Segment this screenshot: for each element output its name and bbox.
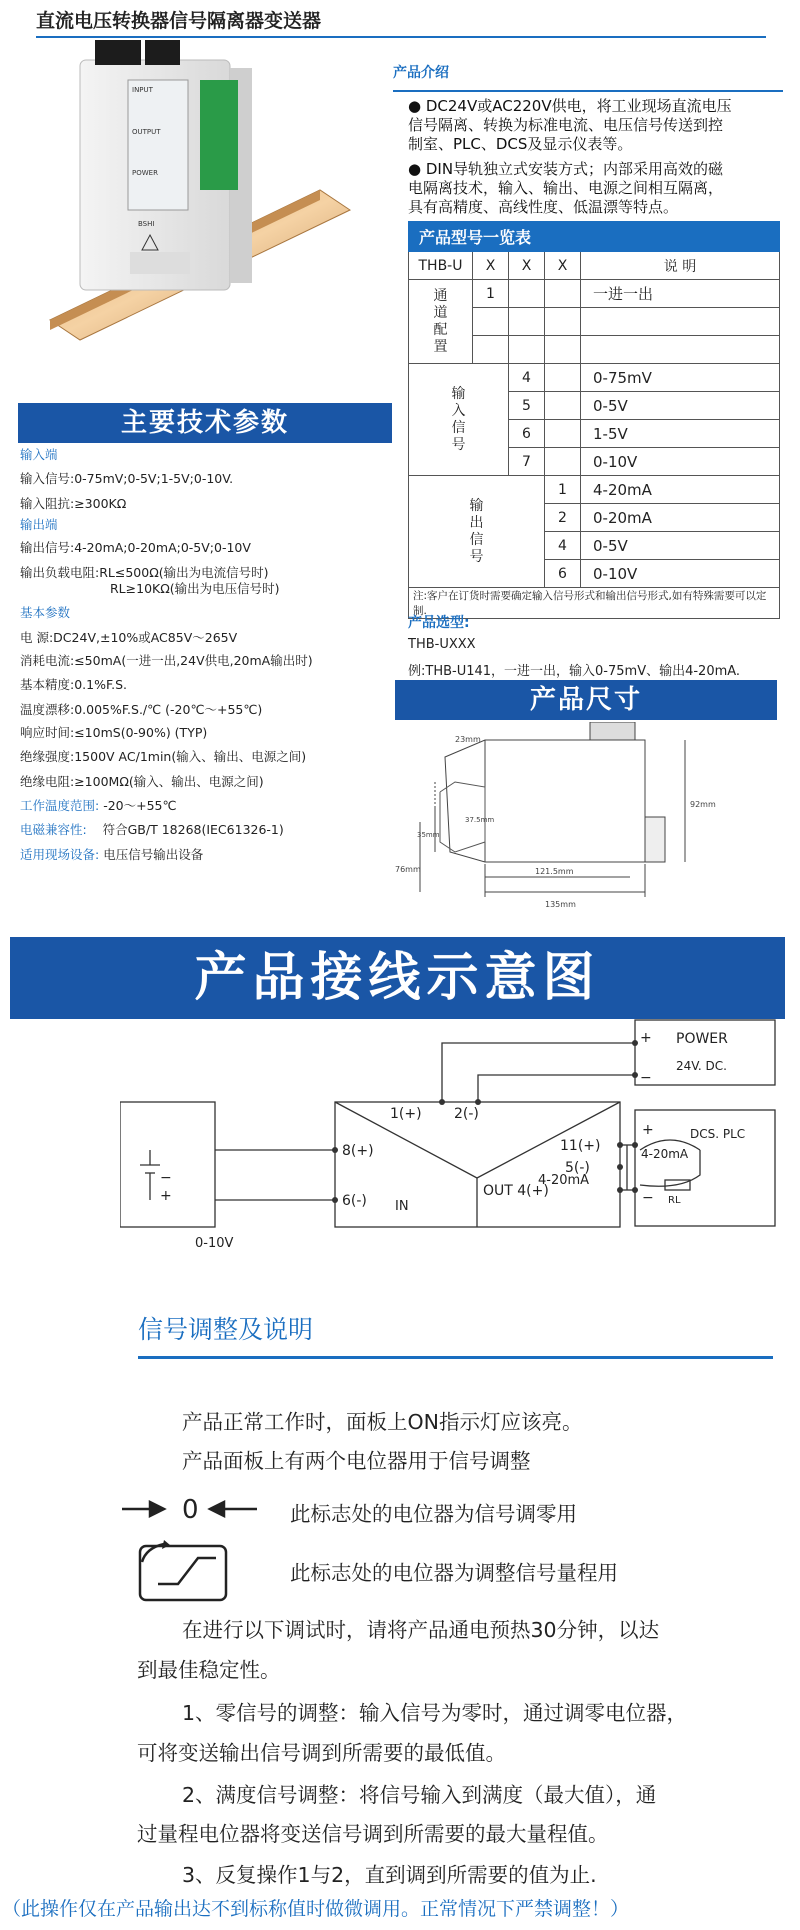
input-code: 5 xyxy=(509,392,545,420)
signal-p3-line1: 2、满度信号调整：将信号输入到满度（最大值），通 xyxy=(182,1783,657,1807)
x-col-3: X xyxy=(545,252,581,280)
photo-label-power: POWER xyxy=(132,169,158,177)
response-spec: 响应时间:≤10mS(0-90%) (TYP) xyxy=(20,725,208,740)
intro-para-1-line3: 制室、PLC、DCS及显示仪表等。 xyxy=(408,135,633,153)
input-code: 4 xyxy=(509,364,545,392)
input-desc: 1-5V xyxy=(581,420,780,448)
signal-p3-line2: 过量程电位器将变送信号调到所需要的最大量程值。 xyxy=(137,1822,609,1846)
selection-line-1: THB-UXXX xyxy=(408,637,476,652)
zero-adjust-icon xyxy=(122,1494,262,1524)
input-label: 输 入 信 号 xyxy=(409,364,509,476)
wire-power-volt: 24V. DC. xyxy=(676,1059,727,1073)
selection-label: 产品选型: xyxy=(408,615,470,631)
intro-label: 产品介绍 xyxy=(393,65,449,81)
emc: 电磁兼容性: 符合GB/T 18268(IEC61326-1) xyxy=(20,822,284,837)
input-section: 输入端 xyxy=(20,447,58,462)
signal-line-2: 产品面板上有两个电位器用于信号调整 xyxy=(182,1449,531,1473)
tech-title: 主要技术参数 xyxy=(18,403,392,443)
page-title: 直流电压转换器信号隔离器变送器 xyxy=(36,10,322,32)
input-impedance: 输入阻抗:≥300KΩ xyxy=(20,496,127,511)
photo-label-output: OUTPUT xyxy=(132,128,161,136)
wire-minus-power: − xyxy=(640,1070,652,1086)
wire-plus-power: + xyxy=(640,1030,652,1046)
output-code: 2 xyxy=(545,504,581,532)
output-signal: 输出信号:4-20mA;0-20mA;0-5V;0-10V xyxy=(20,540,251,555)
zero-symbol: 0 xyxy=(182,1495,199,1524)
wire-out-range: 4-20mA xyxy=(538,1173,590,1188)
output-desc: 0-10V xyxy=(581,560,780,588)
input-code: 7 xyxy=(509,448,545,476)
signal-p2-line2: 可将变送输出信号调到所需要的最低值。 xyxy=(137,1741,506,1765)
wiring-title: 产品接线示意图 xyxy=(10,937,785,1019)
signal-p4: 3、反复操作1与2，直到调到所需要的值为止. xyxy=(182,1863,597,1887)
zero-desc: 此标志处的电位器为信号调零用 xyxy=(290,1502,577,1526)
intro-para-2-line1: ● DIN导轨独立式安装方式；内部采用高效的磁 xyxy=(408,160,724,178)
x-col-2: X xyxy=(509,252,545,280)
channel-label: 通 道 配 置 xyxy=(409,280,473,364)
dim-23: 23mm xyxy=(455,735,481,744)
wire-loop: 4-20mA xyxy=(641,1147,689,1161)
input-desc: 0-5V xyxy=(581,392,780,420)
input-code: 6 xyxy=(509,420,545,448)
channel-desc: 一进一出 xyxy=(581,280,780,308)
wiring-diagram xyxy=(120,1010,790,1250)
model-table xyxy=(408,221,780,619)
wire-dcs-label: DCS. PLC xyxy=(690,1127,746,1141)
output-code: 1 xyxy=(545,476,581,504)
output-desc: 0-5V xyxy=(581,532,780,560)
wire-plus-dcs: + xyxy=(642,1122,654,1138)
input-desc: 0-10V xyxy=(581,448,780,476)
wire-t8: 8(+) xyxy=(342,1143,374,1159)
dim-37: 37.5mm xyxy=(465,816,495,824)
photo-label-input: INPUT xyxy=(132,86,153,94)
load-voltage: RL≥10KΩ(输出为电压信号时) xyxy=(110,581,280,596)
signal-divider xyxy=(138,1356,773,1359)
output-code: 4 xyxy=(545,532,581,560)
model-table-title: 产品型号一览表 xyxy=(409,222,780,252)
wire-t1: 1(+) xyxy=(390,1106,422,1122)
dim-135: 135mm xyxy=(545,900,576,909)
output-desc: 4-20mA xyxy=(581,476,780,504)
intro-para-2-line2: 电隔离技术，输入、输出、电源之间相互隔离， xyxy=(408,179,724,197)
dim-92: 92mm xyxy=(690,800,716,809)
wire-minus-in: − xyxy=(160,1170,172,1186)
dim-35: 35mm xyxy=(417,831,440,839)
wire-minus-dcs: − xyxy=(642,1190,654,1206)
consumption-spec: 消耗电流:≤50mA(一进一出,24V供电,20mA输出时) xyxy=(20,653,313,668)
table-note: 注:客户在订货时需要确定输入信号形式和输出信号形式,如有特殊需要可以定制. xyxy=(409,588,780,619)
wire-in-label: IN xyxy=(395,1199,409,1214)
output-desc: 0-20mA xyxy=(581,504,780,532)
span-adjust-icon xyxy=(138,1540,230,1602)
intro-para-2-line3: 具有高精度、高线性度、低温漂等特点。 xyxy=(408,198,679,216)
accuracy-spec: 基本精度:0.1%F.S. xyxy=(20,677,128,692)
wire-t11: 11(+) xyxy=(560,1138,601,1154)
wire-t6: 6(-) xyxy=(342,1193,367,1209)
output-label: 输 出 信 号 xyxy=(409,476,545,588)
signal-p1-line1: 在进行以下调试时，请将产品通电预热30分钟，以达 xyxy=(182,1618,660,1642)
basic-section: 基本参数 xyxy=(20,605,71,620)
intro-para-1-line2: 信号隔离、转换为标准电流、电压信号传送到控 xyxy=(408,116,724,134)
output-code: 6 xyxy=(545,560,581,588)
signal-p2-line1: 1、零信号的调整：输入信号为零时，通过调零电位器， xyxy=(182,1701,688,1725)
insulation-resistance: 绝缘电阻:≥100MΩ(输入、输出、电源之间) xyxy=(20,774,264,789)
drift-spec: 温度漂移:0.005%F.S./℃ (-20℃～+55℃) xyxy=(20,702,263,717)
output-section: 输出端 xyxy=(20,517,58,532)
intro-para-1-line1: ● DC24V或AC220V供电，将工业现场直流电压 xyxy=(408,97,732,115)
dim-121: 121.5mm xyxy=(535,867,574,876)
wire-power-label: POWER xyxy=(676,1031,728,1047)
wire-rl: RL xyxy=(668,1195,681,1206)
photo-logo: BSHI xyxy=(138,220,155,228)
dimension-drawing xyxy=(395,722,780,922)
size-title: 产品尺寸 xyxy=(395,680,777,720)
span-desc: 此标志处的电位器为调整信号量程用 xyxy=(290,1561,618,1585)
signal-p1-line2: 到最佳稳定性。 xyxy=(137,1658,281,1682)
input-desc: 0-75mV xyxy=(581,364,780,392)
header-divider xyxy=(36,36,766,38)
desc-col: 说 明 xyxy=(581,252,780,280)
power-spec: 电 源:DC24V,±10%或AC85V～265V xyxy=(20,630,238,645)
x-col-1: X xyxy=(473,252,509,280)
wire-plus-in: + xyxy=(160,1188,172,1204)
product-photo xyxy=(20,40,390,350)
wire-out4: OUT 4(+) xyxy=(483,1183,549,1199)
signal-title: 信号调整及说明 xyxy=(138,1315,314,1344)
load-current: 输出负载电阻:RL≤500Ω(输出为电流信号时) xyxy=(20,565,269,580)
signal-line-1: 产品正常工作时，面板上ON指示灯应该亮。 xyxy=(182,1410,583,1434)
channel-code: 1 xyxy=(473,280,509,308)
wire-t2: 2(-) xyxy=(454,1106,479,1122)
wire-in-range: 0-10V xyxy=(195,1236,234,1250)
model-col: THB-U xyxy=(409,252,473,280)
insulation-strength: 绝缘强度:1500V AC/1min(输入、输出、电源之间) xyxy=(20,749,307,764)
dim-76: 76mm xyxy=(395,865,421,874)
temp-range: 工作温度范围: -20～+55℃ xyxy=(20,798,177,813)
selection-line-2: 例:THB-U141，一进一出，输入0-75mV、输出4-20mA. xyxy=(408,664,741,679)
application: 适用现场设备: 电压信号输出设备 xyxy=(20,847,204,862)
warning-note: （此操作仅在产品输出达不到标称值时做微调用。正常情况下严禁调整！） xyxy=(2,1898,630,1920)
intro-divider xyxy=(393,90,783,92)
wire-t5: 5(-) xyxy=(565,1160,590,1176)
input-signal: 输入信号:0-75mV;0-5V;1-5V;0-10V. xyxy=(20,471,234,486)
